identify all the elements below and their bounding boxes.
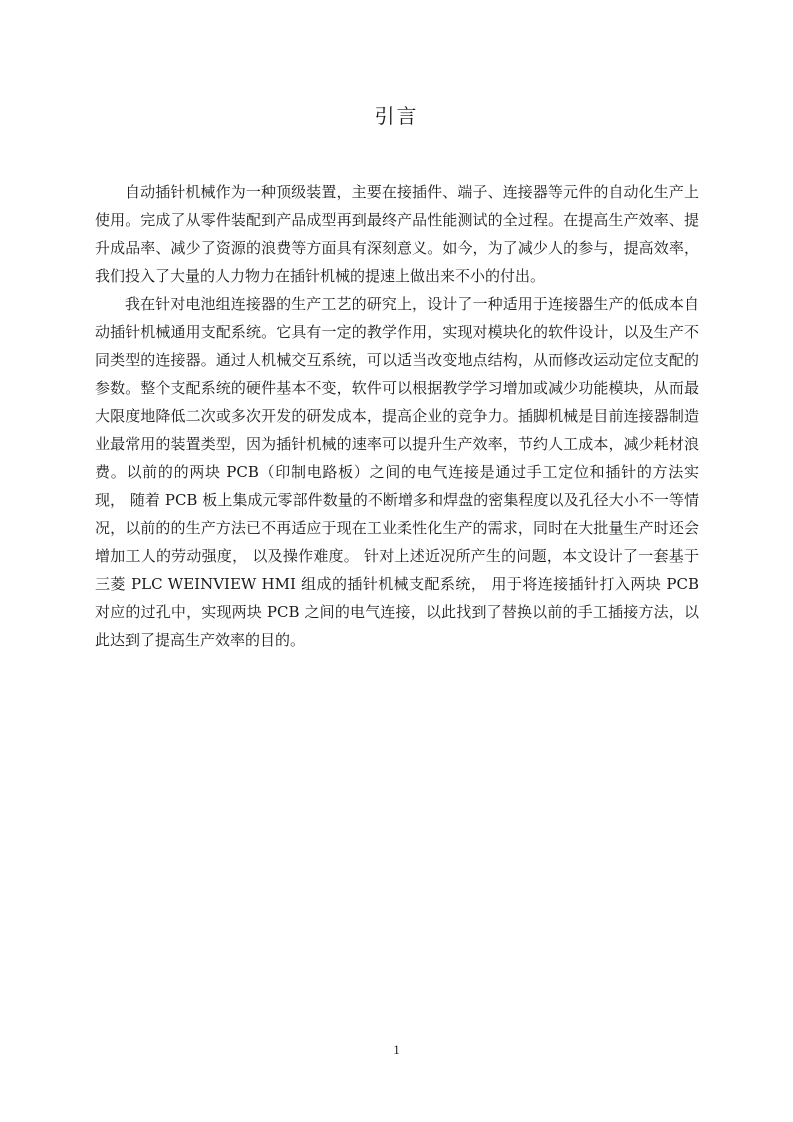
page-title: 引言	[374, 104, 419, 128]
paragraph-2: 我在针对电池组连接器的生产工艺的研究上，设计了一种适用于连接器生产的低成本自动插针机械通用支配系统。它具有一定的教学作用，实现对模块化的软件设计，以及生产不同类型的连接器。通过人机械交互系统，可以适当改变地点结构，从而修改运动定位支配的参数。整个支配系统的硬件基本不变，软件可以根据教学学习增加或减少功能模块，从而最大限度地降低二次或多次开发的研发成本，提高企业的竞争力。插脚机械是目前连接器制造业最常用的装置类型，因为插针机械的速率可以提升生产效率，节约人工成本，减少耗材浪费。以前的的两块 PCB（印制电路板）之间的电气连接是通过手工定位和插针的方法实现， 随着 PCB 板上集成元零部件数量的不断增多和焊盘的密集程度以及孔径大小不一等情况，以前的的生产方法已不再适应于现在工业柔性化生产的需求，同时在大批量生产时还会增加工人的劳动强度， 以及操作难度。 针对上述近况所产生的问题，本文设计了一套基于三菱 PLC WEINVIEW HMI 组成的插针机械支配系统， 用于将连接插针打入两块 PCB 对应的过孔中，实现两块 PCB 之间的电气连接，以此找到了替换以前的手工插接方法，以此达到了提高生产效率的目的。	[95, 295, 699, 649]
paragraph-1: 自动插针机械作为一种顶级装置，主要在接插件、端子、连接器等元件的自动化生产上使用。完成了从零件装配到产品成型再到最终产品性能测试的全过程。在提高生产效率、提升成品率、减少了资源的浪费等方面具有深刻意义。如今，为了减少人的参与，提高效率，我们投入了大量的人力物力在插针机械的提速上做出来不小的付出。	[95, 183, 699, 285]
body-text	[95, 178, 699, 654]
page-number: 1	[393, 1042, 400, 1057]
